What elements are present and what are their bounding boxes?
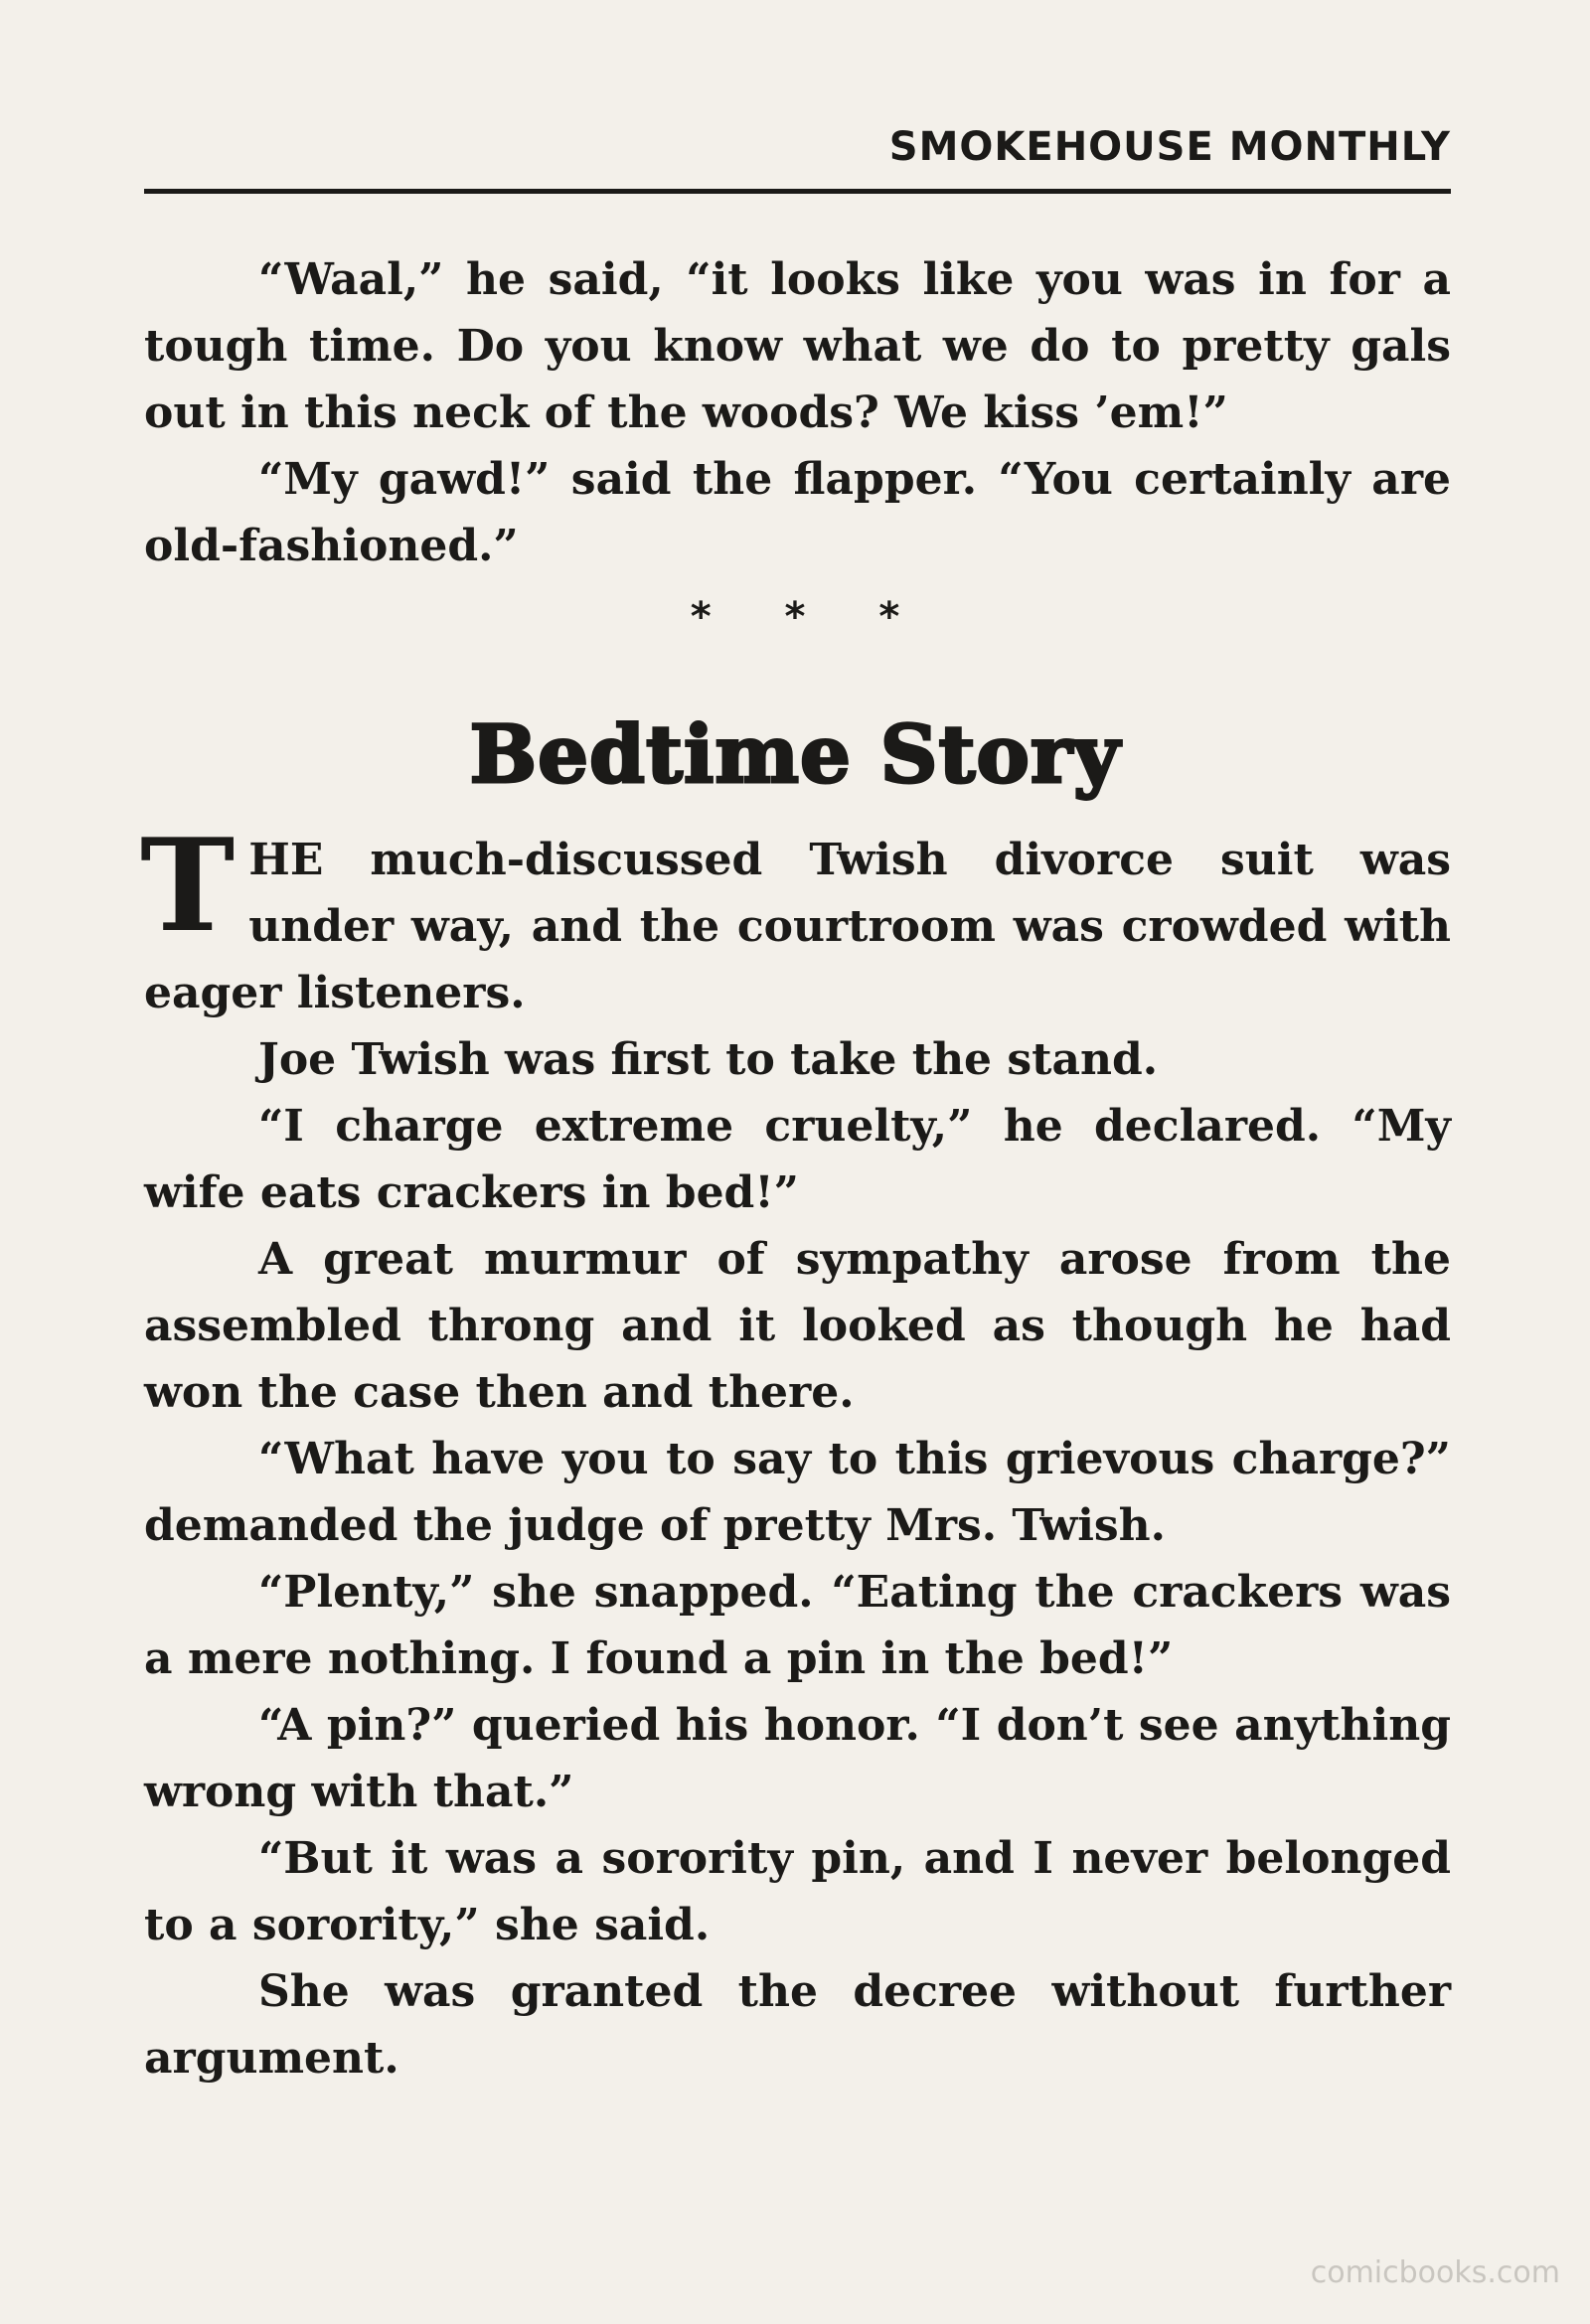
paragraph: Joe Twish was first to take the stand. — [258, 1034, 1159, 1085]
first-paragraph — [140, 812, 1451, 1026]
header-rule — [144, 189, 1451, 194]
paragraph: A great murmur of sympathy arose from the assembled throng and it looked as though he had won the case then and there. — [144, 1234, 1451, 1418]
watermark: comicbooks.com — [1310, 2255, 1560, 2290]
first-paragraph-text: HE much-discussed Twish divorce suit was under way, and the courtroom was crowded with eager listeners. — [144, 835, 1451, 1018]
section-separator: * * * — [690, 594, 900, 640]
top-text-block — [144, 246, 1451, 579]
paragraph: “A pin?” queried his honor. “I don’t see anything wrong with that.” — [144, 1700, 1451, 1817]
drop-cap: T — [140, 812, 236, 961]
paragraph: “My gawd!” said the flapper. “You certainly are old-fashioned.” — [144, 454, 1451, 571]
story-title: Bedtime Story — [469, 707, 1121, 801]
paragraph: “What have you to say to this grievous charge?” demanded the judge of pretty Mrs. Twish. — [144, 1434, 1451, 1551]
paragraph: “Waal,” he said, “it looks like you was in for a tough time. Do you know what we do to pretty gals out in this neck of the woods? We kiss ’em!” — [144, 254, 1451, 438]
paragraph: “Plenty,” she snapped. “Eating the crackers was a mere nothing. I found a pin in the bed!” — [144, 1567, 1451, 1684]
paragraph: “I charge extreme cruelty,” he declared. “My wife eats crackers in bed!” — [144, 1101, 1451, 1218]
story-text-block — [140, 812, 1451, 2092]
paragraph: She was granted the decree without further argument. — [144, 1966, 1451, 2084]
running-header: SMOKEHOUSE MONTHLY — [888, 124, 1451, 170]
paragraph: “But it was a sorority pin, and I never belonged to a sorority,” she said. — [144, 1833, 1451, 1950]
